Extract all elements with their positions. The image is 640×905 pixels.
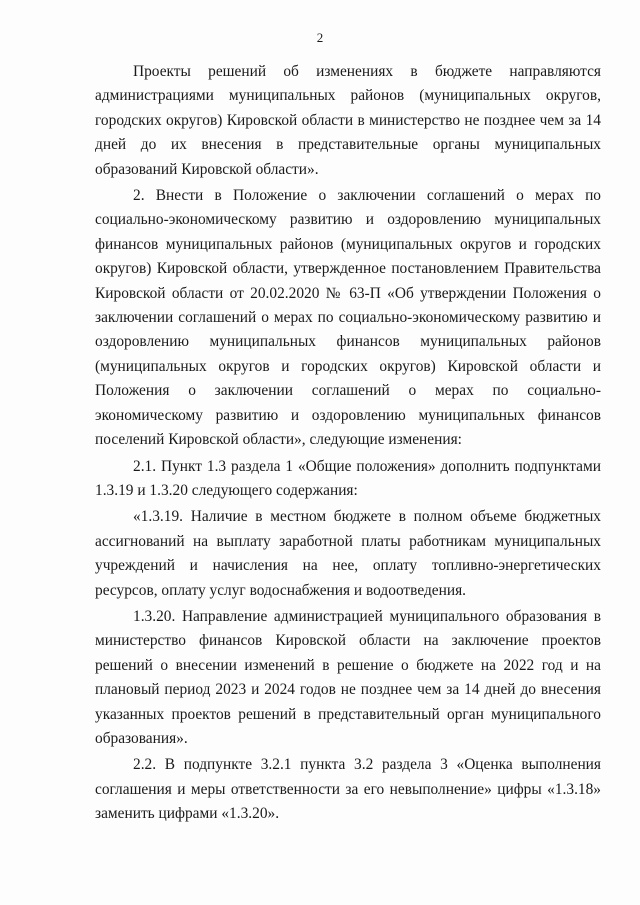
paragraph-clause-1-3-20: 1.3.20. Направление администрацией муниципального образования в министерство финансов Кировской области на заключение проектов решений о внесении изменений в решение о бюджете на 2022 год и на плановый период 2023 и 2024 годов не позднее чем за 14 дней до внесения указанных проектов решений в представительный орган муниципального образования». xyxy=(95,607,601,747)
document-body xyxy=(95,60,601,827)
paragraph-amendment-2: 2. Внести в Положение о заключении соглашений о мерах по социально-экономическому развитию и оздоровлению муниципальных финансов муниципальных районов (муниципальных округов и городских округов) Кировской области, утвержденное постановлением Правительства Кировской области от 20.02.2020 № 63-П «Об утверждении Положения о заключении соглашений о мерах по социально-экономическому развитию и оздоровлению муниципальных финансов муниципальных районов (муниципальных округов и городских округов) Кировской области и Положения о заключении соглашений о мерах по социально-экономическому развитию и оздоровлению муниципальных финансов поселений Кировской области», следующие изменения: xyxy=(95,187,601,449)
paragraph-budget-projects: Проекты решений об изменениях в бюджете направляются администрациями муниципальных районов (муниципальных округов, городских округов) Кировской области в министерство не позднее чем за 14 дней до их внесения в представительные органы муниципальных образований Кировской области». xyxy=(95,63,601,178)
paragraph-clause-1-3-19: «1.3.19. Наличие в местном бюджете в полном объеме бюджетных ассигнований на выплату заработной платы работникам муниципальных учреждений и начисления на нее, оплату топливно-энергетических ресурсов, оплату услуг водоснабжения и водоотведения. xyxy=(95,508,601,599)
paragraph-amendment-2-2: 2.2. В подпункте 3.2.1 пункта 3.2 раздела 3 «Оценка выполнения соглашения и меры ответственности за его невыполнение» цифры «1.3.18» заменить цифрами «1.3.20». xyxy=(95,756,601,823)
paragraph-amendment-2-1: 2.1. Пункт 1.3 раздела 1 «Общие положения» дополнить подпунктами 1.3.19 и 1.3.20 следующего содержания: xyxy=(95,457,601,499)
page-number: 2 xyxy=(316,30,324,45)
